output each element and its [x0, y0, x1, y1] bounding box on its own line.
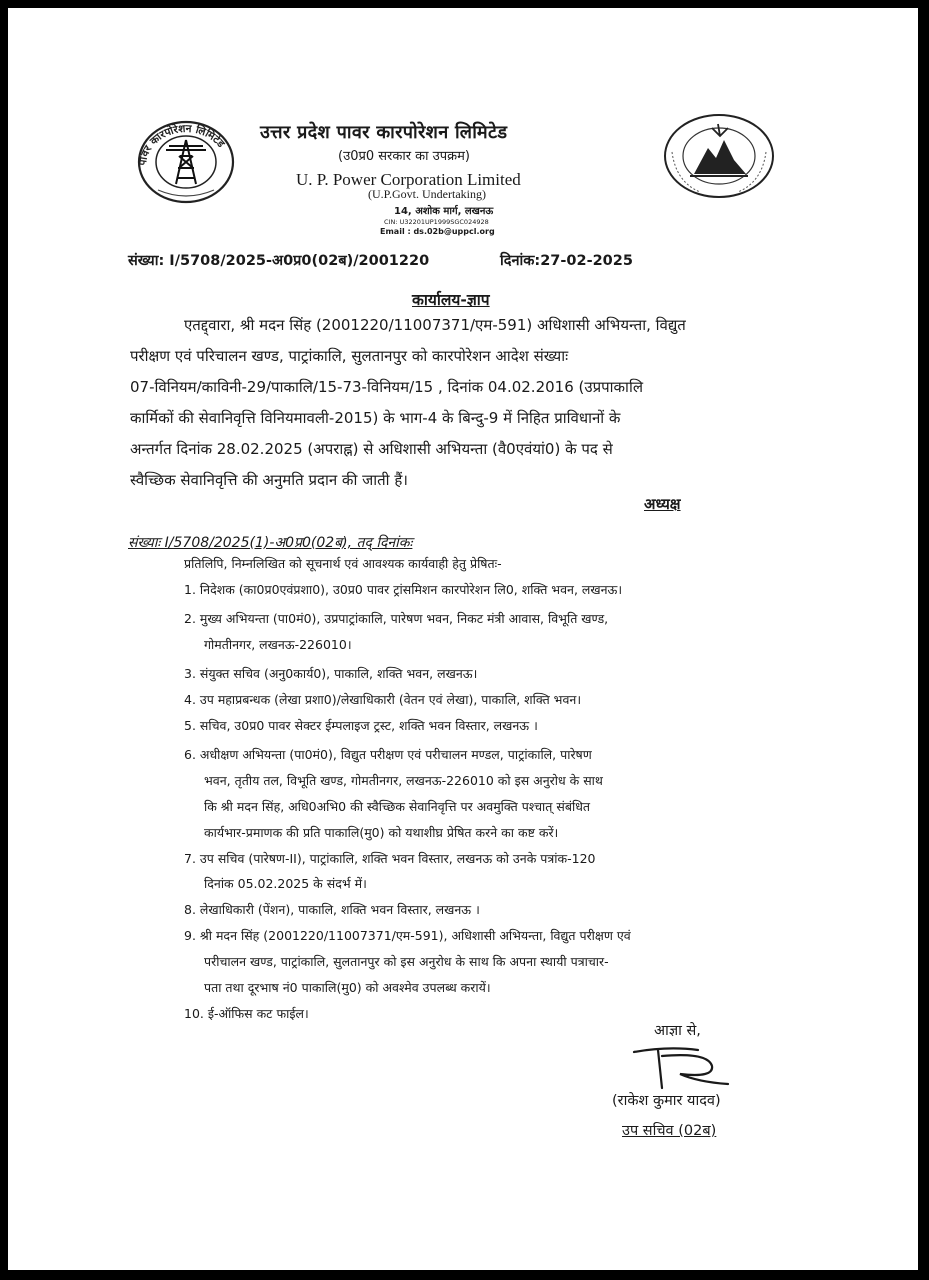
recipient-item-cont: परीचालन खण्ड, पाट्रांकालि, सुलतानपुर को इस अनुरोध के साथ कि अपना स्थायी पत्राचार-: [204, 954, 609, 969]
recipient-item: 2. मुख्य अभियन्ता (पा0मं0), उप्रपाट्रांकालि, पारेषण भवन, निकट मंत्री आवास, विभूति खण्ड,: [184, 611, 609, 626]
signatory-designation: उप सचिव (02ब): [622, 1123, 717, 1139]
recipient-item-cont: पता तथा दूरभाष नं0 पाकालि(मु0) को अवश्मेव उपलब्ध करायें।: [204, 980, 491, 995]
recipient-item: 8. लेखाधिकारी (पेंशन), पाकालि, शक्ति भवन विस्तार, लखनऊ ।: [184, 902, 480, 917]
body-line: 07-विनियम/काविनी-29/पाकालि/15-73-विनियम/15 , दिनांक 04.02.2016 (उप्रपाकालि: [130, 378, 643, 396]
uppcl-logo-icon: [136, 120, 236, 204]
company-name-english: U. P. Power Corporation Limited: [296, 170, 521, 189]
document-page: [8, 8, 918, 1270]
recipient-item: 7. उप सचिव (पारेषण-II), पाट्रांकालि, शक्ति भवन विस्तार, लखनऊ को उनके पत्रांक-120: [184, 851, 596, 866]
recipient-item: 5. सचिव, उ0प्र0 पावर सेक्टर ईम्पलाइज ट्रस्ट, शक्ति भवन विस्तार, लखनऊ ।: [184, 718, 538, 733]
recipient-item: 3. संयुक्त सचिव (अनु0कार्य0), पाकालि, शक्ति भवन, लखनऊ।: [184, 666, 478, 681]
state-emblem-icon: [660, 112, 778, 200]
authority-title: अध्यक्ष: [644, 495, 681, 513]
body-line: अन्तर्गत दिनांक 28.02.2025 (अपराह्न) से अधिशासी अभियन्ता (वै0एवंयां0) के पद से: [130, 440, 613, 458]
signature-icon: [628, 1044, 738, 1094]
memo-heading: कार्यालय-ज्ञाप: [412, 291, 490, 309]
reference-number: संख्या: I/5708/2025-अ0प्र0(02ब)/2001220: [128, 253, 430, 269]
signatory-name: (राकेश कुमार यादव): [612, 1093, 721, 1109]
recipient-item: 6. अधीक्षण अभियन्ता (पा0मं0), विद्युत परीक्षण एवं परीचालन मण्डल, पाट्रांकालि, पारेषण: [184, 747, 592, 762]
company-cin: CIN: U32201UP1999SGC024928: [384, 218, 489, 226]
by-order-text: आज्ञा से,: [654, 1023, 701, 1039]
recipient-item-cont: गोमतीनगर, लखनऊ-226010।: [204, 637, 352, 652]
recipient-item: 4. उप महाप्रबन्धक (लेखा प्रशा0)/लेखाधिकारी (वेतन एवं लेखा), पाकालि, शक्ति भवन।: [184, 692, 582, 707]
company-email: Email : ds.02b@uppcl.org: [380, 227, 495, 236]
company-name-hindi: उत्तर प्रदेश पावर कारपोरेशन लिमिटेड: [260, 122, 508, 143]
company-address: 14, अशोक मार्ग, लखनऊ: [394, 206, 494, 217]
recipient-item-cont: दिनांक 05.02.2025 के संदर्भ में।: [204, 876, 367, 891]
recipient-item-cont: कार्यभार-प्रमाणक की प्रति पाकालि(मु0) को यथाशीघ्र प्रेषित करने का कष्ट करें।: [204, 825, 559, 840]
body-line: परीक्षण एवं परिचालन खण्ड, पाट्रांकालि, सुलतानपुर को कारपोरेशन आदेश संख्याः: [130, 347, 569, 365]
reference-date: दिनांक:27-02-2025: [500, 253, 633, 269]
company-subtitle-hindi: (उ0प्र0 सरकार का उपक्रम): [338, 149, 470, 164]
body-line: एतद्द्वारा, श्री मदन सिंह (2001220/11007371/एम-591) अधिशासी अभियन्ता, विद्युत: [184, 316, 686, 334]
recipient-item-cont: कि श्री मदन सिंह, अधि0अभि0 की स्वैच्छिक सेवानिवृत्ति पर अवमुक्ति पश्चात् संबंधित: [204, 799, 591, 814]
body-line: कार्मिकों की सेवानिवृत्ति विनियमावली-2015) के भाग-4 के बिन्दु-9 में निहित प्राविधानों के: [130, 409, 621, 427]
logo-ring-text: पावर कारपोरेशन लिमिटेड: [136, 122, 227, 167]
recipient-item: 9. श्री मदन सिंह (2001220/11007371/एम-591), अधिशासी अभियन्ता, विद्युत परीक्षण एवं: [184, 928, 631, 943]
company-subtitle-english: (U.P.Govt. Undertaking): [368, 187, 486, 201]
copy-intro: प्रतिलिपि, निम्नलिखित को सूचनार्थ एवं आवश्यक कार्यवाही हेतु प्रेषितः-: [184, 556, 502, 571]
recipient-item: 10. ई-ऑफिस कट फाईल।: [184, 1006, 309, 1021]
recipient-item: 1. निदेशक (का0प्र0एवंप्रशा0), उ0प्र0 पावर ट्रांसमिशन कारपोरेशन लि0, शक्ति भवन, लखनऊ।: [184, 582, 623, 597]
copy-reference: संख्याः I/5708/2025(1)-अ0प्र0(02ब), तद् दिनांकः: [128, 535, 413, 551]
body-line: स्वैच्छिक सेवानिवृत्ति की अनुमति प्रदान की जाती हैं।: [130, 471, 408, 489]
recipient-item-cont: भवन, तृतीय तल, विभूति खण्ड, गोमतीनगर, लखनऊ-226010 को इस अनुरोध के साथ: [204, 773, 603, 788]
